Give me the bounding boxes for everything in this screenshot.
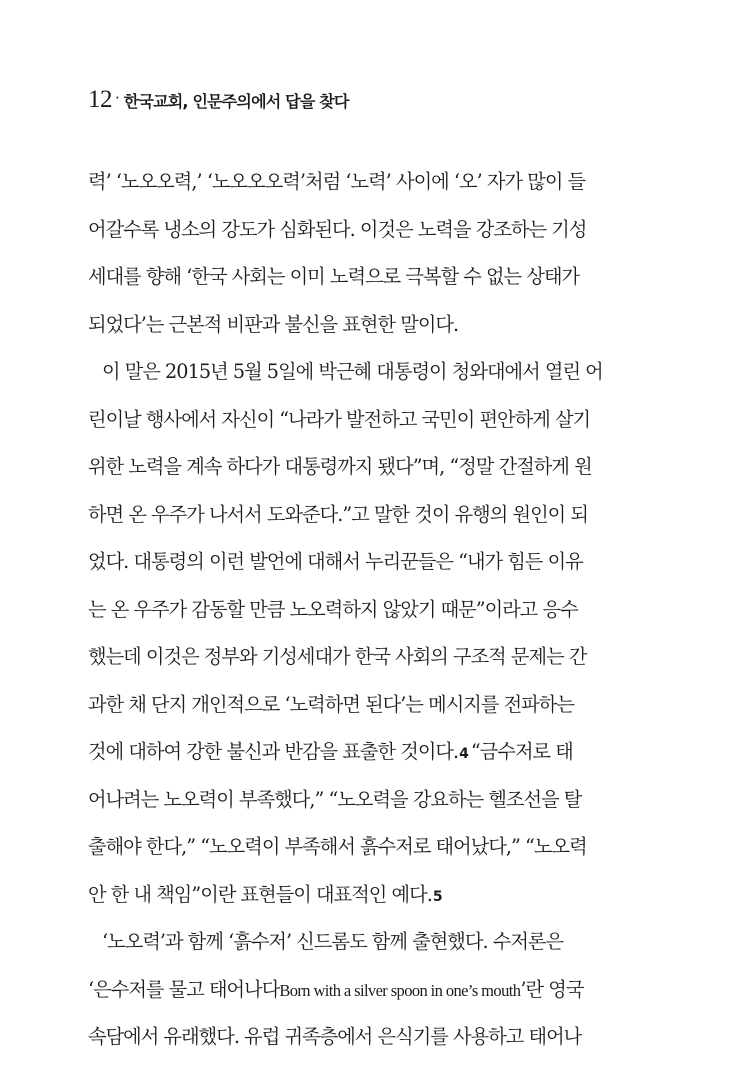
- text-line: 는 온 우주가 감동할 만큼 노오력하지 않았기 때문”이라고 응수: [88, 597, 578, 621]
- footnote-marker[interactable]: 5: [432, 888, 443, 905]
- text-line: 되었다’는 근본적 비판과 불신을 표현한 말이다.: [88, 312, 459, 336]
- text-line: 어갈수록 냉소의 강도가 심화된다. 이것은 노력을 강조하는 기성: [88, 217, 587, 241]
- text-line: 과한 채 단지 개인적으로 ‘노력하면 된다’는 메시지를 전파하는: [88, 692, 574, 716]
- paragraph-start-line: ‘노오력’과 함께 ‘흙수저’ 신드롬도 함께 출현했다. 수저론은: [102, 930, 564, 953]
- text-line: 위한 노력을 계속 하다가 대통령까지 됐다”며, “정말 간절하게 원: [88, 455, 592, 478]
- line-text: 안 한 내 책임”이란 표현들이 대표적인 예다.: [88, 882, 432, 906]
- paragraph-start-line: 이 말은 2015년 5월 5일에 박근혜 대통령이 청와대에서 열린 어: [102, 360, 603, 383]
- line-text: 것에 대하여 강한 불신과 반감을 표출한 것이다.: [88, 740, 459, 763]
- page-header: [88, 86, 349, 114]
- line-text: ‘은수저를 물고 태어나다: [88, 977, 280, 1001]
- text-line: [88, 728, 658, 776]
- line-text-continued: ’란 영국: [520, 977, 584, 1001]
- page-number: 12: [88, 86, 112, 113]
- text-line: 어나려는 노오력이 부족했다,” “노오력을 강요하는 헬조선을 탈: [88, 787, 582, 811]
- text-line: 출해야 한다,” “노오력이 부족해서 흙수저로 태어났다,” “노오력: [88, 835, 587, 858]
- body-text: [88, 158, 658, 1061]
- text-line: [88, 871, 658, 919]
- text-line: [88, 966, 658, 1014]
- text-line: 하면 온 우주가 나서서 도와준다.”고 말한 것이 유행의 원인이 되: [88, 502, 588, 526]
- header-separator: ·: [115, 89, 120, 107]
- text-line: 었다. 대통령의 이런 발언에 대해서 누리꾼들은 “내가 힘든 이유: [88, 550, 583, 573]
- text-line: 력’ ‘노오오력,’ ‘노오오오력’처럼 ‘노력’ 사이에 ‘오’ 자가 많이 들: [88, 170, 586, 193]
- footnote-marker[interactable]: 4: [459, 746, 469, 762]
- english-phrase: Born with a silver spoon in one’s mouth: [279, 980, 521, 1000]
- running-title: 한국교회, 인문주의에서 답을 찾다: [123, 92, 349, 111]
- line-text-continued: “금수저로 태: [470, 740, 573, 763]
- text-line: 세대를 향해 ‘한국 사회는 이미 노력으로 극복할 수 없는 상태가: [88, 265, 580, 288]
- text-line: 했는데 이것은 정부와 기성세대가 한국 사회의 구조적 문제는 간: [88, 645, 587, 668]
- text-line: 린이날 행사에서 자신이 “나라가 발전하고 국민이 편안하게 살기: [88, 407, 591, 431]
- text-line: 속담에서 유래했다. 유럽 귀족층에서 은식기를 사용하고 태어나: [88, 1025, 582, 1048]
